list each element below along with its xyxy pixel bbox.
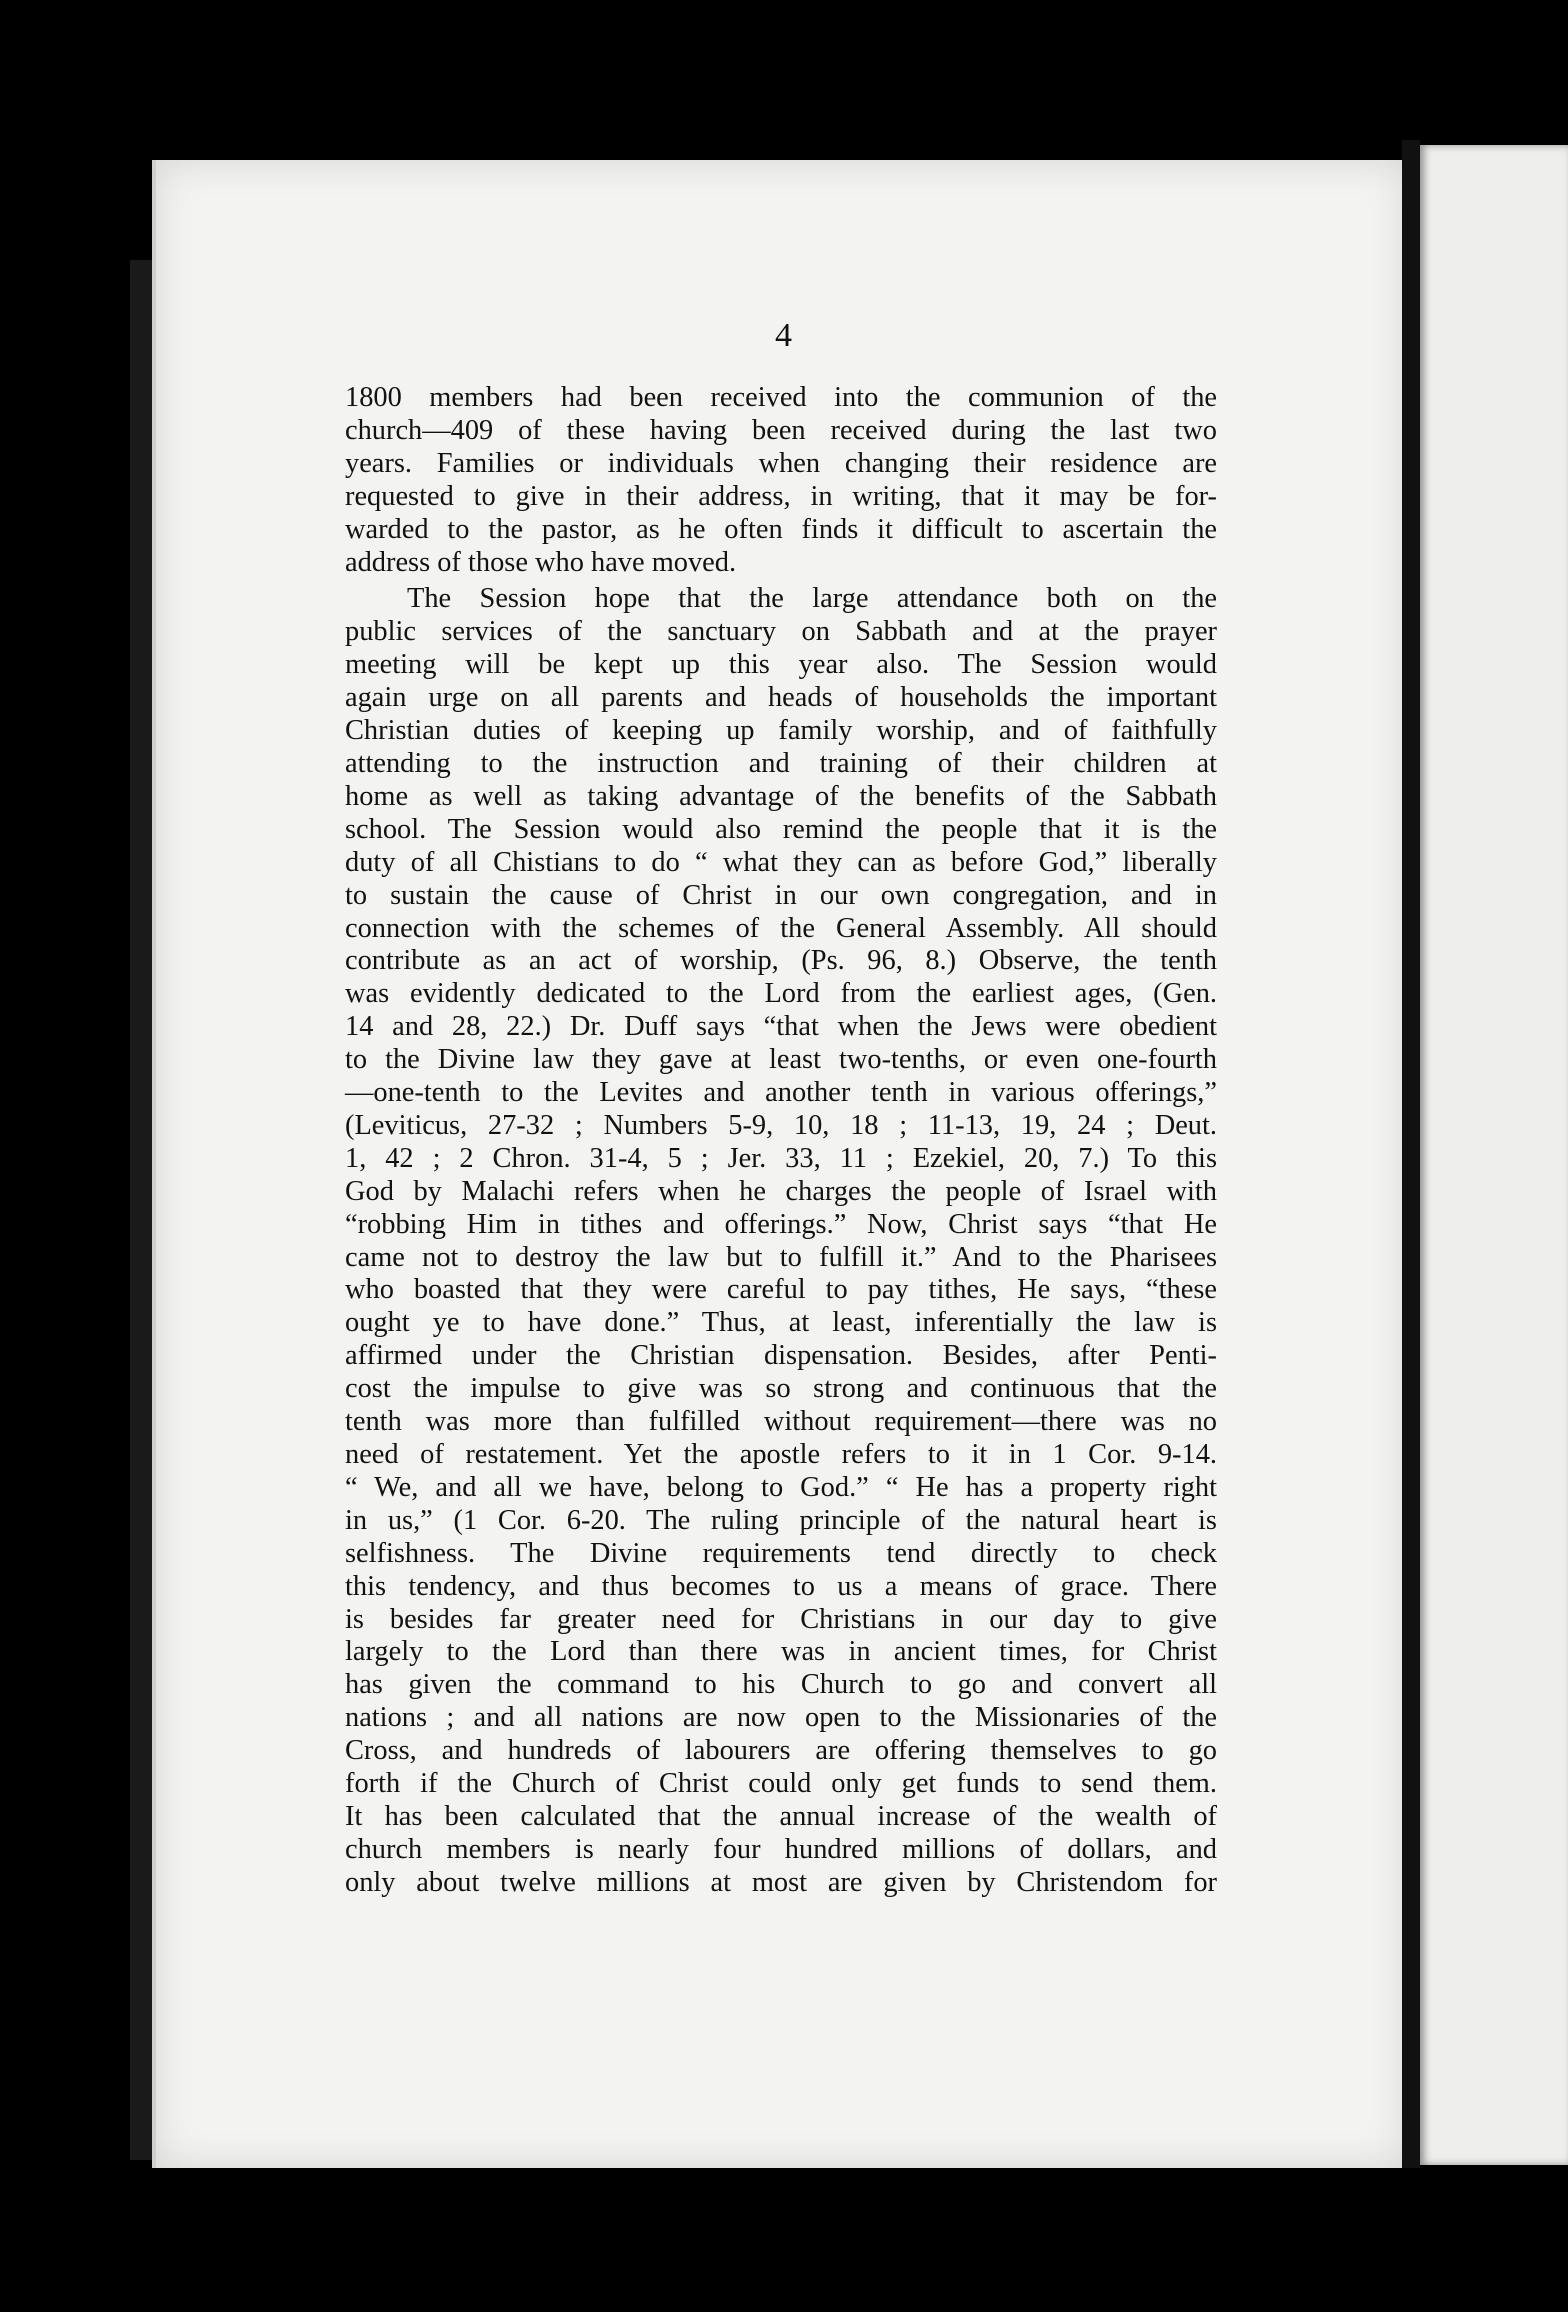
text-line: church members is nearly four hundred millions of dollars, and [345, 1833, 1217, 1865]
paragraph-1 [345, 382, 1217, 579]
text-line: need of restatement. Yet the apostle refers to it in 1 Cor. 9-14. [345, 1439, 1217, 1470]
page-gutter [1402, 140, 1420, 2168]
text-line: Cross, and hundreds of labourers are offering themselves to go [345, 1735, 1217, 1767]
text-line: who boasted that they were careful to pay tithes, He says, “these [345, 1274, 1217, 1306]
text-line: home as well as taking advantage of the benefits of the Sabbath [345, 780, 1217, 812]
text-line: 1, 42 ; 2 Chron. 31-4, 5 ; Jer. 33, 11 ; Ezekiel, 20, 7.) To this [345, 1142, 1217, 1174]
text-line: forth if the Church of Christ could only get funds to send them. [345, 1768, 1217, 1800]
text-line: years. Families or individuals when changing their residence are [345, 447, 1217, 479]
text-line: It has been calculated that the annual increase of the wealth of [345, 1800, 1217, 1832]
page-number: 4 [775, 317, 793, 354]
text-line: school. The Session would also remind the people that it is the [345, 813, 1217, 845]
text-line: selfishness. The Divine requirements tend directly to check [345, 1537, 1217, 1569]
binding-shadow [130, 260, 152, 2160]
text-line: The Session hope that the large attendance both on the [407, 583, 1217, 615]
text-line: public services of the sanctuary on Sabbath and at the prayer [345, 616, 1217, 648]
text-line: cost the impulse to give was so strong and continuous that the [345, 1373, 1217, 1405]
text-line: (Leviticus, 27-32 ; Numbers 5-9, 10, 18 ; 11-13, 19, 24 ; Deut. [345, 1109, 1217, 1141]
text-line: contribute as an act of worship, (Ps. 96, 8.) Observe, the tenth [345, 945, 1217, 977]
facing-page-edge [1420, 145, 1568, 2165]
text-line: 1800 members had been received into the communion of the [345, 382, 1217, 413]
text-line: connection with the schemes of the General Assembly. All should [345, 912, 1217, 944]
text-line: warded to the pastor, as he often finds it difficult to ascertain the [345, 513, 1217, 545]
text-line: largely to the Lord than there was in ancient times, for Christ [345, 1636, 1217, 1668]
text-line: “ We, and all we have, belong to God.” “ He has a property right [345, 1471, 1217, 1503]
text-line: attending to the instruction and training of their children at [345, 747, 1217, 779]
text-line: Christian duties of keeping up family worship, and of faithfully [345, 715, 1217, 747]
text-line: —one-tenth to the Levites and another tenth in various offerings,” [345, 1077, 1217, 1109]
text-line: only about twelve millions at most are given by Christendom for [345, 1866, 1217, 1898]
text-line: nations ; and all nations are now open to the Missionaries of the [345, 1702, 1217, 1734]
text-line: affirmed under the Christian dispensation. Besides, after Penti- [345, 1340, 1217, 1372]
text-line: ought ye to have done.” Thus, at least, inferentially the law is [345, 1307, 1217, 1339]
text-line: “robbing Him in tithes and offerings.” Now, Christ says “that He [345, 1208, 1217, 1240]
text-line: again urge on all parents and heads of households the important [345, 682, 1217, 714]
text-line: came not to destroy the law but to fulfill it.” And to the Pharisees [345, 1241, 1217, 1273]
text-line: was evidently dedicated to the Lord from the earliest ages, (Gen. [345, 978, 1217, 1010]
text-line: church—409 of these having been received during the last two [345, 414, 1217, 446]
text-line: duty of all Chistians to do “ what they can as before God,” liberally [345, 846, 1217, 878]
text-line: God by Malachi refers when he charges the people of Israel with [345, 1175, 1217, 1207]
text-line: 14 and 28, 22.) Dr. Duff says “that when the Jews were obedient [345, 1011, 1217, 1043]
text-line: requested to give in their address, in writing, that it may be for- [345, 480, 1217, 512]
text-line: meeting will be kept up this year also. The Session would [345, 649, 1217, 681]
text-line: in us,” (1 Cor. 6-20. The ruling principle of the natural heart is [345, 1504, 1217, 1536]
text-line: is besides far greater need for Christians in our day to give [345, 1603, 1217, 1635]
body-text [345, 382, 1217, 1904]
text-line: this tendency, and thus becomes to us a means of grace. There [345, 1570, 1217, 1602]
text-line: has given the command to his Church to go and convert all [345, 1669, 1217, 1701]
text-line: tenth was more than fulfilled without requirement—there was no [345, 1406, 1217, 1438]
text-line: to sustain the cause of Christ in our own congregation, and in [345, 879, 1217, 911]
paragraph-2 [345, 583, 1217, 1899]
text-line: address of those who have moved. [345, 546, 737, 578]
text-line: to the Divine law they gave at least two-tenths, or even one-fourth [345, 1044, 1217, 1076]
